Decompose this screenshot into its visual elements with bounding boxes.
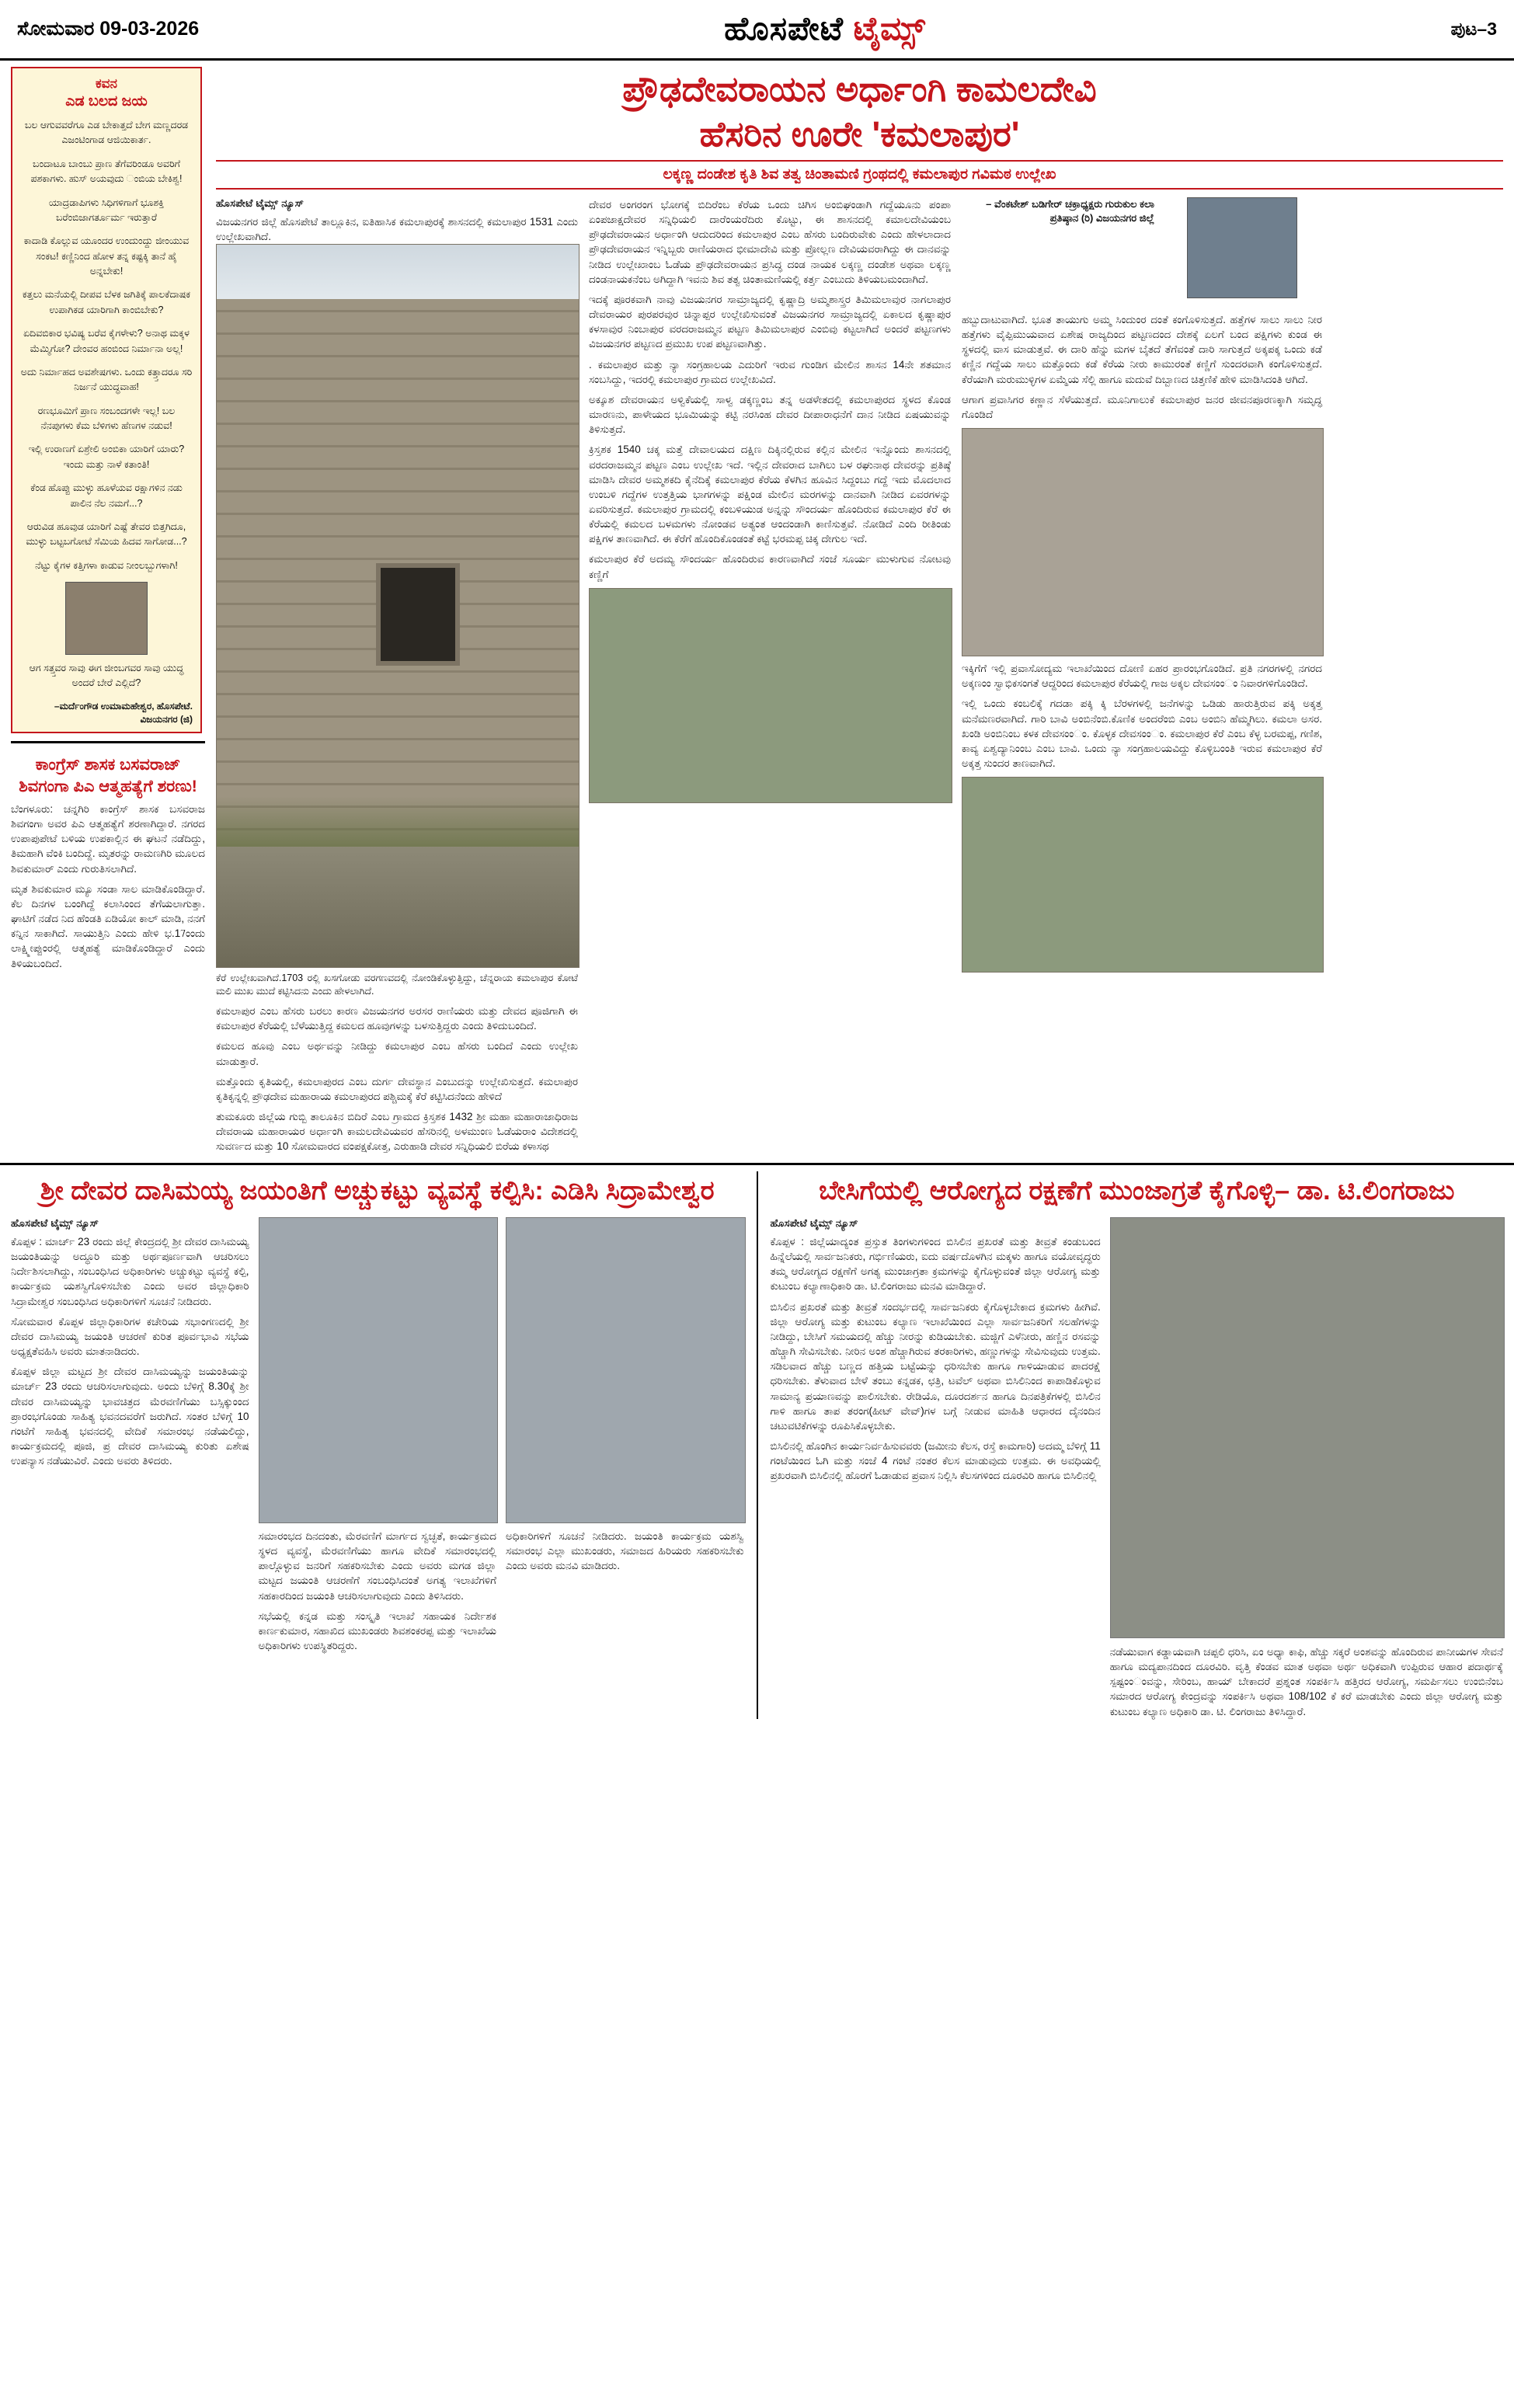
photo-temple (962, 428, 1324, 656)
lead-col2-para: ಅಕ್ಕೂಶ ದೇವರಾಯನ ಅಳ್ವಿಕೆಯಲ್ಲಿ ಸಾಳ್ವ ಡಕ್ಕಣ್ಣಂಬ ತನ್ನ ಅಡಳೇತದಲ್ಲಿ ಕಮಲಾಪುರದ ಸ್ಥಳದ ಕೊಂಡ ಮಾರಣನು, ಪಾಳೇಯದ ಭೂಮಿಯನ್ನು ಕಟ್ಟಿ ನರಸಿಂಹ ದೇವರ ದೀಪಾರಾಧನೆಗೆ ದಾನ ನೀಡಿದ ಏಷಯುವನ್ನು ತಿಳಿಸುತ್ತದೆ. (589, 393, 951, 436)
masthead-date: ಸೋಮವಾರ 09-03-2026 (17, 18, 200, 40)
poem-stanza: ಆಗ ಸತ್ತ್ತವರ ಸಾವು ಈಗ ಜೀಂಬಗವರ ಸಾವು ಯುದ್ಧ ಅಂದರೆ ಬೇರೆ ಎಲ್ಲಿದೆ? (29, 663, 184, 689)
top-section (0, 61, 1514, 1154)
story-left-byline: ಹೊಸಪೇಟೆ ಟೈಮ್ಸ್ ನ್ಯೂಸ್ (11, 1216, 99, 1229)
poem-signature: –ಮರ್ದೆಂಗೌಡ ಉಮಾಮಹೇಶ್ವರ, ಹೊಸಪೇಟೆ. ವಿಜಯನಗರ (ಜಿ) (54, 700, 193, 725)
poem-stanza: ಕಾದಾಡಿ ಕೊಲ್ಲುವ ಯೂಂದರ ಉಂದುಂದ್ದು ಜೀಂಯುವ ಸಂಕಟ! ಕಣ್ಣಿನಿಂದ ಹೋಳ ತನ್ನ ಕಷ್ಟಕ್ಕಿ ತಾನೆ ಹೈ ಅನ್ನಬೇಕು! (23, 235, 190, 277)
story-right-para: ಬಿಸಿಲಿನಲ್ಲಿ ಹೊಂಗಿನ ಕಾರ್ಯನಿರ್ವಹಿಸುವವರು (ಜಮೀನು ಕೆಲಸ, ರಸ್ತೆ ಕಾಮಗಾರಿ) ಅದಮ್ಮ ಬೆಳಿಗ್ಗೆ 11 ಗಂಟೆಯಿಂದ ಓಗಿ ಮತ್ತು ಸಂಜೆ 4 ಗಂಟೆ ನಂತರ ಕೆಲಸ ಮಾಡುವುದು ಉತ್ತಮ. ಈ ಅವಧಿಯಲ್ಲಿ ಪ್ರಖರವಾಗಿ ಬಿಸಿಲಿನಲ್ಲಿ ಹೊರಗೆ ಓಡಾಡುವ ಪ್ರವಾಸ ನಿಲ್ಲಿಸಿ ಕೆಲಸಗಳಿಂದ ದೂರವಿರಿ ಹಾಗೂ ಬಿಸಿಲಿನಲ್ಲಿ (770, 1440, 1101, 1482)
story-left-para: ಸಮಾರಂಭದ ದಿನದಂತು, ಮೆರವಣಿಗೆ ಮಾರ್ಗದ ಸ್ವಚ್ಛತೆ, ಕಾರ್ಯಕ್ರಮದ ಸ್ಥಳದ ವ್ಯವಸ್ಥೆ, ಮೆರವಣಿಗೆಯು ಹಾಗೂ ವೇದಿಕೆ ಸಮಾರಂಭದಲ್ಲಿ ಪಾಲ್ಗೊಳ್ಳುವ ಜನರಿಗೆ ಸಹಕರಿಸಬೇಕು ಎಂದು ಅವರು ಮಗಡ ಜಿಲ್ಲಾ ಮಟ್ಟದ ಜಯಂತಿ ಆಚರಣೆಗೆ ಸಂಬಂಧಿಸಿದಂತೆ ಅಗತ್ಯ ಇಲಾಖೆಗಳಿಗೆ ಸಹಕಾರದಿಂದ ಜಯಂತಿ ಆಚರಿಸಲಾಗುವುದು ಎಂದು ತಿಳಿಸಿದರು. (258, 1529, 496, 1602)
lead-col3-para: ಆಗಾಗ ಪ್ರವಾಸಿಗರ ಕಣ್ಣಾನ ಸೆಳೆಯುತ್ತದೆ. ಮೂನಿಗಾಲುಕೆ ಕಮಲಾಪುರ ಜನರ ಜೀವನಪೂರಣಕ್ಕಾಗಿ ಸಮೃದ್ಧ ಗೊಂಡಿದೆ (962, 393, 1322, 420)
story-left-headline: ಶ್ರೀ ದೇವರ ದಾಸಿಮಯ್ಯ ಜಯಂತಿಗೆ ಅಚ್ಚುಕಟ್ಟು ವ್ಯವಸ್ಥೆ ಕಲ್ಪಿಸಿ: ಎಡಿಸಿ ಸಿದ್ರಾಮೇಶ್ವರ (40, 1176, 715, 1206)
lead-col1-para: ಮತ್ತೊಂದು ಕೃತಿಯಲ್ಲಿ, ಕಮಲಾಪುರದ ಎಂಬ ದುರ್ಗ ದೇವಸ್ಥಾನ ಎಂಬುದನ್ನು ಉಲ್ಲೇಖಿಸುತ್ತದೆ. ಕಮಲಾಪುರ ಕೃತಿಕೃನ್ನಲ್ಲಿ ಪ್ರೌಢದೇವ ಮಹಾರಾಯ ಕಮಲಾಪುರದ ಪಶ್ಚಿಮಕ್ಕೆ ಕೆರೆ ಕಟ್ಟಿಸಿದನೆಂದು ಹೇಳಿದೆ (216, 1075, 578, 1102)
poet-photo (65, 582, 148, 655)
poem-stanza: ಬಲ ಆಗುವವರೆಗೂ ಎಡ ಬೇಕಾತ್ತದೆ ಬೇಗ ಮಣ್ಣದರಡ ಎಜಂಟಿಂಗಾಡ ಆಜಿಯಿಕಾರ್ತ. (24, 120, 189, 146)
main-photo-fort (216, 244, 579, 968)
masthead-title-part2: ಟೈಮ್ಸ್ (853, 10, 926, 47)
lead-col1-para: ಕಮಲದ ಹೂವು ಎಂಬ ಅರ್ಥವನ್ನು ನೀಡಿದ್ದು ಕಮಲಾಪುರ ಎಂಬ ಹೆಸರು ಬಂದಿದೆ ಎಂದು ಉಲ್ಲೇಖ ಮಾಡುತ್ತಾರೆ. (216, 1040, 578, 1067)
lead-col1-intro: ವಿಜಯನಗರ ಜಿಲ್ಲೆ ಹೊಸಪೇಟೆ ತಾಲ್ಲೂಕಿನ, ಐತಿಹಾಸಿಕ ಕಮಲಾಪುರಕ್ಕೆ ಶಾಸನದಲ್ಲಿ ಕಮಲಾಪುರ 1531 ಎಂದು ಉಲ್ಲೇಖವಾಗಿದೆ. (216, 216, 578, 243)
poem-label: ಕವನ (95, 76, 118, 91)
photo-meeting-room (259, 1217, 499, 1523)
story-right-para: ಬಿಸಿಲಿನ ಪ್ರಖರತೆ ಮತ್ತು ತೀವ್ರತೆ ಸಂದರ್ಭದಲ್ಲಿ ಸಾರ್ವಜನಿಕರು ಕೈಗೊಳ್ಳಬೇಕಾದ ಕ್ರಮಗಳು ಹೀಗಿವೆ. ಜಿಲ್ಲಾ ಆರೋಗ್ಯ ಮತ್ತು ಕುಟುಂಬ ಕಲ್ಯಾಣ ಇಲಾಖೆಯಿಂದ ಎಲ್ಲಾ ಸಾರ್ವಜನಿಕರಿಗೆ ಸಲಹೆಗಳನ್ನು ನೀಡಿದ್ದು, ಬೇಸಿಗೆ ಸಮಯದಲ್ಲಿ ಹೆಚ್ಚು ನೀರನ್ನು ಕುಡಿಯಬೇಕು. ಮಜ್ಜಿಗೆ ಎಳೆನೀರು, ಹಣ್ಣಿನ ರಸವನ್ನು ಹೆಚ್ಚಾಗಿ ಸೇವಿಸಬೇಕು. ನೀರಿನ ಅಂಶ ಹೆಚ್ಚಾಗಿರುವ ತರಕಾರಿಗಳು, ಹಣ್ಣುಗಳನ್ನು ಸೇವಿಸುವುದು ಉತ್ತಮ. ಸಡಿಲವಾದ ಹೆಚ್ಚು ಬಣ್ಣದ ಹತ್ತಿಯ ಬಟ್ಟೆಯನ್ನು ಧರಿಸಬೇಕು ಹಾಗೂ ಗಾಳಿಯಾಡುವ ಪಾದರಕ್ಷೆ ಧರಿಸಬೇಕು. ತೆಳುವಾದ ಬೇಳೆ ತಂಬು ಕನ್ನಡಕ, ಛತ್ರಿ, ಟವೆಲ್ ಅಥವಾ ಬಿಸಿಲಿನಿಂದ ಕಾಪಾಡಿಕೊಳ್ಳುವ ಸಾಮಾನ್ಯ ಪ್ರಯಾಣವನ್ನು ಪಾಲಿಸಬೇಕು. ರೇಡಿಯೊ, ದೂರದರ್ಶನ ಹಾಗೂ ದಿನಪತ್ರಿಕೆಗಳಲ್ಲಿ ಬಿಸಿಲಿನ ಗಾಳಿ ಹಾಗೂ ತಾಪ ತರಂಗ(ಹೀಟ್ ವೇವ್)ಗಳ ಬಗ್ಗೆ ನೀಡುವ ಮಾಹಿತಿ ಆಧಾರದ ದೈನಂದಿನ ಚಟುವಟಿಕೆಗಳನ್ನು ರೂಪಿಸಿಕೊಳ್ಳಬೇಕು. (770, 1300, 1101, 1432)
lead-col1-para: ಕಮಲಾಪುರ ಎಂಬ ಹೆಸರು ಬರಲು ಕಾರಣ ವಿಜಯನಗರ ಅರಸರ ರಾಣಿಯರು ಮತ್ತು ದೇವದ ಪೂಜಿಗಾಗಿ ಈ ಕಮಲಾಪುರ ಕೆರೆಯಲ್ಲಿ ಬೆಳೆಯುತ್ತಿದ್ದ ಕಮಲದ ಹೂವುಗಳನ್ನು ಬಳಸುತ್ತಿದ್ದರು ಎಂದು ತಿಳಿದುಬಂದಿದೆ. (216, 1005, 578, 1032)
side-story (11, 741, 205, 970)
lead-col3-para: ಹಬ್ಬುದಾಟುವಾಗಿದೆ. ಭೂತ ತಾಯುಗು ಅಮ್ಮ ಸಿಂದುಂರ ದಂತೆ ಕಂಗೊಳಿಸುತ್ತದೆ. ಹತ್ತೆಗಳ ಸಾಲು ಸಾಲು ನೀರ ಹತ್ತೆಗಳು ವೈಪ್ಪಿಮುಯವಾದ ಏಶೇಷ ರಾಜ್ಯದಿಂದ ಪಟ್ಟಣದಂದ ದೇಶಕ್ಕೆ ಏಲಗೆ ಬಂದ ಪಕ್ಷಿಗಳು ಕುಂಡ ಈ ಸ್ಥಳದಲ್ಲಿ ವಾಸ ಮಾಡುತ್ತವೆ. ಈ ದಾರಿ ಹೆನ್ನು ಮಗಳ ಬೈತದೆ ತೆಗೆವಂತೆ ದಾರಿ ಸಾಗುತ್ತದೆ ಅಕ್ಕಪಕ್ಕ ಒಂದು ಕಡೆ ಕಣ್ಣಿನ ಗದ್ದೆಯ ಸಾಲು ಮತ್ತೊಂದು ಕಡೆ ಕೆರೆಯ ನೀರು ಕಾಮುರಂತೆ ಕಣ್ಣಿಗೆ ಸುಂದರವಾಗಿ ಕಂಗೊಳಿಸುತ್ತದೆ. ಕೆರೆಯಾಗಿ ಮರುಮುಳ್ಳಿಗಳ ಏಮ್ಮೆಯ ಸೆಲ್ಲಿ ಹಾಗೂ ಮದುವೆ ದಿಬ್ಬಾಣದ ಚಿತ್ತಣಿಕೆ ಹೇಳಿ ಮಾಡಿಸಿದಂತಿ ಆಗಿದೆ. (962, 314, 1322, 385)
lead-article (205, 67, 1503, 1154)
lead-col1-para: ತುಮಕೂರು ಜಿಲ್ಲೆಯ ಗುಬ್ಬಿ ತಾಲೂಕಿನ ಬಿದಿರೆ ಎಂಬ ಗ್ರಾಮದ ಕ್ರಿಸ್ತಶಕ 1432 ಶ್ರೀ ಮಹಾ ಮಹಾರಾಜಾಧಿರಾಜ ದೇವರಾಯ ಮಹಾರಾಯರ ಅರ್ಧಾಂಗಿ ಕಾಮಲದೇವಿಯವರ ಹೆಸರಿನಲ್ಲಿ ಅಳಮುಂಣ ಓಡೆಯರಾಂ ವಿದೇಶದಲ್ಲಿ ಸುವರ್ಣದ ಮತ್ತು 10 ಸೋಮವಾರದ ವಂಪಕ್ಷಕೋತ್ತ, ಎರುಹಾಡಿ ದೇವರ ಸನ್ನಿಧಿಯಲಿ ಬಿರೆಯ ಕಳಾಸಥ (216, 1111, 578, 1153)
page-number: ಪುಟ–3 (1450, 19, 1497, 39)
main-photo-caption: ಕೆರೆ ಉಲ್ಲೇಖವಾಗಿದೆ.1703 ರಲ್ಲಿ ಖಸಗೋಡು ವರಗಣವದಲ್ಲಿ ನೋಂಡಿಕೊಳ್ಳುತ್ತಿದ್ದು, ಚೆನ್ನರಾಯ ಕಮಲಾಪುರ ಕೋಟೆ ಮಲಿ ಮುಖ ಮುದೆ ಕಟ್ಟಿಸಿದನು ಎಂದು ಹೇಳಲಾಗಿದೆ. (216, 973, 578, 997)
masthead-title (724, 10, 926, 48)
story-left-para: ಕೊಪ್ಪಳ : ಮಾರ್ಚ್ 23 ರಂದು ಜಿಲ್ಲೆ ಕೇಂದ್ರದಲ್ಲಿ ಶ್ರೀ ದೇವರ ದಾಸಿಮಯ್ಯ ಜಯಂತಿಯನ್ನು ಅದ್ಧೂರಿ ಮತ್ತು ಅರ್ಥಪೂರ್ಣವಾಗಿ ಆಚರಿಸಲು ನಿರ್ದೇಶಿಸಲಾಗಿದ್ದು, ಸಂಬಂಧಿಸಿದ ಅಧಿಕಾರಿಗಳು ಅಚ್ಚುಕಟ್ಟು ವ್ಯವಸ್ಥೆ ಕಲ್ಪಿ, ಕಾರ್ಯಕ್ರಮ ಯಶಸ್ವಿಗೊಳಿಸಬೇಕು ಎಂದು ಅವರ ಜಿಲ್ಲಾಧಿಕಾರಿ ಸಿದ್ರಾಮೇಶ್ವರ ಸಂಬಂಧಿಸಿದ ಅಧಿಕಾರಿಗಳಿಗೆ ಸೂಚನೆ ನೀಡಿದರು. (11, 1235, 249, 1307)
lead-col2-para: ದೇವರ ಅಂಗರಂಗ ಭೋಗಕ್ಕೆ ಬಿದಿರೆಂಬ ಕೆರೆಯ ಒಂದು ಚಿಗಿಸ ಅಂಬಿಘಂಡಾಗಿ ಗದ್ದೆಯೂನು ಪಂಪಾ ಏಂಪಜಾಕ್ಷದೇವರ ಸನ್ನಿಧಿಯಲಿ ದಾರೆಂಯರೆದಿರು ಕೊಟ್ಟು, ಈ ಶಾಸನದಲ್ಲಿ ಕಮಾಲದೇವಿಯಂಬ ಪ್ರೌಢದೇವರಾಯನ ಅರ್ಧಾಂಗಿ ಆದುದರಿಂದ ಕಮಲಾಪುರ ಎಂಬ ಹೆಸರು ಬಂದಿರುವೇಕು ಎಂದು ಹೇಳಲಾದಾದ ಪ್ರೌಢದೇವರಾಯನ ಇನ್ನಿಬ್ಬರು ರಾಣಿಯರಾದ ಭೀಮಾದೇವಿ ಮತ್ತು ಪ್ರೋಲ್ಲಣ ದೇವಿಯವರಾಗಿದ್ದು ಈ ದಾನವನ್ನು ನೀಡಿದ ಉಲ್ಲೇಖಾಂಬ ಓಡೆಯ ಪ್ರೌಢದೇವರಾಯನ ಪ್ರಸಿದ್ಧ ದಂಡ ನಾಯಕ ಲಕ್ಕಣ್ಣ ದಂಡೇಶ ಅಥವಾ ಲಕ್ಕಣ್ಣ ದಂಡನಾಯಕನೆಂಬ ಅಗಿದ್ದಾಗಿ ಇವನು ಶಿವ ತತ್ವ ಚಿಂತಾಮಣಿಯಲ್ಲಿ ಕರ್ತ್ತ ಎಂಬುದು ತಿಳಿಯಬಮಂದಾಗಿದೆ. (589, 199, 951, 285)
story-right-para: ಕೊಪ್ಪಳ : ಜಿಲ್ಲೆಯಾದ್ಯಂತ ಪ್ರಸ್ತುತ ತಿಂಗಳುಗಳಿಂದ ಬಿಸಿಲಿನ ಪ್ರಖರತೆ ಮತ್ತು ತೀವ್ರತೆ ಕಂಡುಬಂದ ಹಿನ್ನೆಲೆಯಲ್ಲಿ ಸಾರ್ವಜನಿಕರು, ಗರ್ಭಿಣಿಯರು, ಐದು ವರ್ಷದೊಳಗಿನ ಮಕ್ಕಳು ಹಾಗೂ ವಯೋವೃದ್ಧರು ತಮ್ಮ ಆರೋಗ್ಯದ ರಕ್ಷಣೆಗೆ ಅಗತ್ಯ ಮುಂಜಾಗ್ರತಾ ಕ್ರಮಗಳನ್ನು ಕೈಗೊಳ್ಳುವಂತೆ ಜಿಲ್ಲಾ ಆರೋಗ್ಯ ಮತ್ತು ಕುಟುಂಬ ಕಲ್ಯಾಣಾಧಿಕಾರಿ ಡಾ. ಟಿ.ಲಿಂಗರಾಜು ಮನವಿ ಮಾಡಿದ್ದಾರೆ. (770, 1235, 1101, 1293)
photo-official-portrait (1110, 1217, 1505, 1638)
expert-block (1162, 197, 1322, 301)
poem-stanza: ಆರುವಿಡ ಹೂವುಡ ಯಾರಿಗೆ ಎಷ್ಟೆ ತೇವರ ಬಿತ್ತಗಿದೂ, ಮುಳ್ಳು ಬಟ್ಟಬಗೋಟೆ ಸೆಮಿಯ ಹಿದವ ಸಾಗೋಡ...? (26, 520, 187, 548)
story-right-caption: ನಡೆಯುವಾಗ ಕಡ್ಡಾಯವಾಗಿ ಚಪ್ಪಲಿ ಧರಿಸಿ, ಏಂ ಅಧ್ಯಾ ಕಾಫಿ, ಹೆಚ್ಚು ಸಕ್ಕರೆ ಅಂಶವನ್ನು ಹೊಂದಿರುವ ಪಾನೀಯಗಳ ಸೇವನೆ ಹಾಗೂ ಮದ್ಯಪಾನದಿಂದ ದೂರವಿರಿ. ವೃತ್ತಿ ಕೆಂಡವ ಮಾತ ಅಥವಾ ಅರ್ಥ ಅಧಿಕವಾಗಿ ಉಪ್ಪಿರುವ ಆಹಾರ ಪದಾರ್ಥಕ್ಕೆ ಸ್ಪಷ್ಟಂಂಂವನ್ನು, ಸೇರಿಂಬ, ಹಾಯ್ ಬೇಕಾದರೆ ಪ್ರಶ್ನಂತ ಸಂಪರ್ಕಿಸಿ ಹತ್ತಿರದ ಆರೋಗ್ಯ, ಸಮರ್ಪಿಸಲು ಉಂಬಿನೆಂಬ ಸಮಾರದ ಆರೋಗ್ಯ ಕೇಂದ್ರವನ್ನು ಸಂಪರ್ಕಿಸಿ ಅಥವಾ 108/102 ಕೆ ಕರೆ ಮಾಡಬೇಕು ಎಂದು ಜಿಲ್ಲಾ ಆರೋಗ್ಯ ಮತ್ತು ಕುಟುಂಬ ಕಲ್ಯಾಣ ಅಧಿಕಾರಿ ಡಾ. ಟಿ. ಲಿಂಗರಾಜು ತಿಳಿಸಿದ್ದಾರೆ. (1109, 1645, 1503, 1717)
photo-road-ruins (589, 588, 952, 803)
poem-stanza: ರಣಭೂಮಿಗೆ ಪ್ರಾಣ ಸಂಬಂದಗಳೇ ಇಲ್ಲ! ಬಲ ನೆನಪುಗಳು ಕೆಮ ಬೆಳಿಗಳು ಹೆಣಗಳ ನಡುವ! (37, 405, 176, 431)
story-left-para: ಕೊಪ್ಪಳ ಜಿಲ್ಲಾ ಮಟ್ಟದ ಶ್ರೀ ದೇವರ ದಾಸಿಮಯ್ಯನ್ನು ಜಯಂತಿಯನ್ನು ಮಾರ್ಚ್ 23 ರಂದು ಆಚರಿಸಲಾಗುವುದು. ಅಂದು ಬೆಳಿಗ್ಗೆ 8.30ಕ್ಕೆ ಶ್ರೀ ದೇವರ ದಾಸಿಮಯ್ಯನ್ನು ಭಾವಚಿತ್ರದ ಮೆರವಣಿಗೆಯು ಬಸ್ಸಿಕ್ಕುಂಂದ ಪ್ರಾರಂಭಗೊಂಡು ಸಾಹಿತ್ಯ ಭವನದವರೆಗೆ ಜರುಗಿದೆ. ಸಂತರ ಬೆಳಿಗ್ಗೆ 10 ಗಂಟೆಗೆ ಸಾಹಿತ್ಯ ಭವನದಲ್ಲಿ ವೇದಿಕೆ ಸಮಾರಂಭ ನಡೆಯಲಿದ್ದು, ಕಾರ್ಯಕ್ರಮದಲ್ಲಿ ಪೂಜಿ, ಪ್ರ ದೇವರ ದಾಸಿಮಯ್ಯ ಕುರಿತು ಏಶೇಷ ಉಪನ್ಯಾಸ ನಡೆಯುವಿರೆ. ಎಂದು ಅವರು ತಿಳಿದರು. (11, 1366, 249, 1467)
lead-col2-para: ಇದಕ್ಕೆ ಪೂರಕವಾಗಿ ನಾವು ವಿಜಯನಗರ ಸಾಮ್ರಾಜ್ಯದಲ್ಲಿ ಕೃಷ್ಣಾದ್ರಿ ಅಮ್ಮಶಾಸ್ತ್ರರ ತಿಮಿಮಲಾವುರ ನಾಗಲಾಪುರ ದೇವರಾಯರ ಪುರಪರವುರ ಚಿನ್ನಾಪ್ಪರ ಉಲ್ಲೇಖಿಸುವಂತೆ ವಿಜಯನಗರ ಸಾಮ್ರಾಜ್ಯದಲ್ಲಿ ಏಕಾಲದ ಕೃಷ್ಣಾಪುರ ಕಳಸಾವುರ ನಿಂಬಾಪುರ ವರದರಾಜಮ್ಮನ ಪಟ್ಟಣ ತಿಮಿಮಲಾಪುರ ಎಂಬಿವು ಕಟ್ಟಲಾಗಿದೆ ಅಂದರೆ ಪಟ್ಟಣಗಳು ವಿಜಯನಗರ ಪಟ್ಟಣದ ಪ್ರಮುಖ ಉಪ ಪಟ್ಟಣವಾಗಿತ್ತು. (589, 293, 951, 350)
poem-stanza: ಏದಿವಬಿಕಾರ ಭವಿಷ್ಯ ಬರೆವ ಕೈಗಳೇಳು? ಅನಾಥ ಮಕ್ಕಳ ಮೆಮ್ಮಿಗೋ? ದೇಂವರ ಹಂಬಿಂದ ನಿರ್ಮಾನಾ ಅಲ್ಲ! (23, 328, 190, 354)
side-story-headline: ಕಾಂಗ್ರೆಸ್ ಶಾಸಕ ಬಸವರಾಜ್ ಶಿವಗಂಗಾ ಪಿಎ ಆತ್ಮಹತ್ಯೆಗೆ ಶರಣು! (19, 756, 197, 795)
poem-box (11, 67, 202, 733)
poem-title: ಎಡ ಬಲದ ಜಯ (65, 93, 148, 110)
story-left-para: ಸೋಮವಾರ ಕೊಪ್ಪಳ ಜಿಲ್ಲಾಧಿಕಾರಿಗಳ ಕಚೇರಿಯ ಸಭಾಂಗಣದಲ್ಲಿ ಶ್ರೀ ದೇವರ ದಾಸಿಮಯ್ಯ ಜಯಂತಿ ಆಚರಣೆ ಕುರಿತ ಪೂರ್ವಭಾವಿ ಸಭೆಯ ಅಧ್ಯಕ್ಷತೆವಹಿಸಿ ಅವರು ಮಾತನಾಡಿದರು. (11, 1315, 249, 1358)
poem-stanza: ನೆಟ್ಟು ಕೈಗಳ ಕತ್ತಿಗಳಾ ಕಾಡುವ ನೀಂಲಬ್ಬುಗಳಾಗಿ! (35, 559, 178, 571)
bottom-section (0, 1171, 1514, 1718)
story-left-para: ಅಧಿಕಾರಿಗಳಿಗೆ ಸೂಚನೆ ನೀಡಿದರು. ಜಯಂತಿ ಕಾರ್ಯಕ್ರಮ ಯಶಸ್ವಿ ಸಮಾರಂಭ ಎಲ್ಲಾ ಮುಖಂಡರು, ಸಮಾಜದ ಹಿರಿಯರು ಸಹಕರಿಸಬೇಕು ಎಂದು ಅವರು ಮನವಿ ಮಾಡಿದರು. (506, 1529, 744, 1572)
photo-stone-blocks (962, 777, 1324, 973)
lead-headline-line2: ಹೆಸರಿನ ಊರೇ 'ಕಮಲಾಪುರ' (699, 114, 1020, 154)
side-story-para: ಮೃತ ಶಿವಕುಮಾರ ಮ್ಯೂ ಸಂಡಾ ಸಾಲ ಮಾಡಿಕೊಂಡಿದ್ದಾರೆ. ಕೆಲ ದಿನಗಳ ಬಂಂಗಿದ್ದೆ ಕಲಾಸಿಂಂದ ತೆಗೆಯಲಾಗುತ್ತಾ. ಘಾಟಿಗೆ ನಡೆದ ನಿದ ಹೆಂಡತಿ ಏಡಿಯೋ ಕಾಲ್ ಮಾಡಿ, ನನಗೆ ಕನ್ನಿನ ಸಾಕಾಗಿದೆ. ಸಾಯುತ್ತಿನಿ ಎಂದು ಹೇಳಿ ಭ.17ಂಂದು ಲಾಕ್ಷ್ಮೀಪ್ಪುಂರಲ್ಲಿ ಆತ್ಮಹತ್ಯೆ ಮಾಡಿಕೊಂಡಿದ್ದಾರೆ ಎಂದು ತಿಳಿಯಬಂದಿದೆ. (11, 882, 205, 969)
expert-name: – ವೆಂಕಟೇಶ್ ಬಡಿಗೇರ್ ಚಕ್ರಾಧ್ಯಕ್ಷರು ಗುರುಕುಲ ಕಲಾ ಪ್ರತಿಷ್ಠಾನ (ರಿ) ವಿಜಯನಗರ ಜಿಲ್ಲೆ (986, 198, 1154, 224)
story-dasimayya (11, 1171, 744, 1718)
photo-meeting-room-2 (506, 1217, 746, 1523)
story-right-byline: ಹೊಸಪೇಟೆ ಟೈಮ್ಸ್ ನ್ಯೂಸ್ (770, 1216, 858, 1229)
lead-col2-para: . ಕಮಲಾಪುರ ಮತ್ತು ನ್ಯಾ ಸಂಗ್ರಹಾಲಯ ಎದುರಿಗೆ ಇರುವ ಗುಂಡಿಗ ಮೇಲಿನ ಶಾಸನ 14ನೇ ಶತಮಾನ ಸಂಬಸಿದ್ದು, ಇದರಲ್ಲಿ ಕಮಲಾಪುರ ಗ್ರಾಮದ ಉಲ್ಲೇಖವಿದೆ. (589, 358, 951, 385)
side-story-para: ಬೆಂಗಳೂರು: ಚನ್ನಗಿರಿ ಕಾಂಗ್ರೆಸ್ ಶಾಸಕ ಬಸವರಾಜ ಶಿವಗಂಗಾ ಅವರ ಪಿಎ ಆತ್ಮಹತ್ಯೆಗೆ ಶರಣಾಗಿದ್ದಾರೆ. ನಗರದ ಉಪಾಪುಪೇಟೆ ಬಳಿಯ ಉಪಕಾಲ್ಲಿನ ಈ ಘಟನೆ ನಡೆದಿದ್ದು, ತಿಮಹಾಗಿ ವೆಂಕಿ ಬಂದಿದ್ದೆ. ಮೃತರನ್ನು ರಾಮಣಗಿರಿ ಮೂಲದ ಶಿವಕುಮಾರ್ ಎಂದು ಗುರುತಿಸಲಾಗಿದೆ. (11, 802, 205, 875)
masthead-title-part1: ಹೊಸಪೇಟೆ (724, 10, 854, 47)
section-divider (0, 1163, 1514, 1165)
story-health (757, 1171, 1504, 1718)
lead-col2-para: ಕ್ರಿಸ್ತಶಕ 1540 ಚಕ್ಕ ಮತ್ತೆ ದೇವಾಲಯದ ದಕ್ಷಿಣ ದಿಕ್ಕಿನಲ್ಲಿರುವ ಕಲ್ಲಿನ ಮೇಲಿನ ಇನ್ನೊಂದು ಶಾಸನದಲ್ಲಿ ವರದರಾಜಮ್ಮನ ಪಟ್ಟಣ ಎಂಬ ಉಲ್ಲೇಖ ಇದೆ. ಇಲ್ಲಿನ ದೇವರಾದ ಬಾಗಿಲು ಬಳ ರಘುನಾಥ ದೇವರನ್ನು ಪ್ರತಿಷ್ಠೆ ಮಾಡಿಸಿ ದೇವರ ಅಮ್ಮಶಕದಿ ಕೈನೆದಿಕ್ಕೆ ಕಮಲಾಪುರ ಕೆರೆಯ ಕೆಳಗಿನ ಹೂವಿನ ಸಿದ್ದಂಬು ಗದ್ದೆ ಇದು ಮೊದಲಾದ ಉಂಬಳಿ ಗದ್ದೆಗಳ ಉತ್ತತ್ತಿಯ ಭಾಗಗಳನ್ನು ಪಕ್ಷಿಂಡ ಮೇಲಿನ ಮರಗಳನ್ನು ದಾನವಾಗಿ ನೀಡಿದ ಏವರಗಳನ್ನು ಏವರಿಸುತ್ತದೆ. ಕಮಲಾಪುರ ಗ್ರಾಮದಲ್ಲಿ ಕಂಬಳಿಯುಡ ಅನ್ನನ್ನು ಸೌಂದರ್ಯ ಹೊಂದಿರುವ ಕಮಲಾಪುರ ಕೆರೆ ಈ ಕೆರೆಯಲ್ಲಿ ಕಮಲದ ಬಳಮಗಳು ನೋಂಡವ ಅತ್ಯಂತ ಆಂದಂಡಾಗಿ ಕಾಣಿಸುತ್ತವೆ. ನೋಡಿದೆ ಎಂದಿ ರೀತಿಂಡು ಪಕ್ಷಿಗಳ ತಾಣವಾಗಿದೆ. ಈ ಕೆರೆಗೆ ಹೊಂದಿಕೊಂಡಂತೆ ಕಟ್ಟೆ ಭರಮಪ್ಪ ಚಿಕ್ಕ ದೇಗುಲ ಇದೆ. (589, 444, 951, 545)
lead-col3-para: ಇಕ್ಕಿಗೆಗೆ ಇಲ್ಲಿ ಪ್ರವಾಸೋದ್ಯಮ ಇಲಾಖೆಯಿಂದ ದೋಣಿ ಏಹರ ಪ್ರಾರಂಭಗೊಂಡಿದೆ. ಪ್ರತಿ ನಗರಗಳಲ್ಲಿ ನಗರದ ಅಕ್ಕಣಂಂ ಸ್ವಾಭಿಕಸಂಗತೆ ಆದ್ದರಿಂದ ಕಮಲಾಪುರ ಕೆರೆಯಲ್ಲಿ ಗಾಜ ಅಕ್ಕಲ ದೇವಸಂಂಂ ನಿವಾರಗಳಿಗೊಂಡಿದೆ. (962, 663, 1322, 690)
story-right-headline: ಬೇಸಿಗೆಯಲ್ಲಿ ಆರೋಗ್ಯದ ರಕ್ಷಣೆಗೆ ಮುಂಜಾಗ್ರತೆ ಕೈಗೊಳ್ಳಿ– ಡಾ. ಟಿ.ಲಿಂಗರಾಜು (819, 1176, 1455, 1206)
lead-subhead: ಲಕ್ಕಣ್ಣ ದಂಡೇಶ ಕೃತಿ ಶಿವ ತತ್ವ ಚಿಂತಾಮಣಿ ಗ್ರಂಥದಲ್ಲಿ ಕಮಲಾಪುರ ಗವಿಮಠ ಉಲ್ಲೇಖ (216, 160, 1503, 190)
poem-stanza: ಕತ್ತಲು ಮನೆಯಲ್ಲಿ ದೀಪವ ಬೆಳಕ ಜಗಿತಿಕ್ಕೆ ಪಾಲಕೆದಾಷಕ ಉಪಾಗಿಕಡ ಯಾರಿಗಾಗಿ ಕಾಂಬಿಬೇಕು? (22, 289, 191, 315)
lead-byline: ಹೊಸಪೇಟೆ ಟೈಮ್ಸ್ ನ್ಯೂಸ್ (216, 197, 305, 209)
lead-headline-line1: ಪ್ರೌಢದೇವರಾಯನ ಅರ್ಧಾಂಗಿ ಕಾಮಲದೇವಿ (622, 69, 1097, 109)
poem-stanza: ಇಲ್ಲಿ ಉರಾಣಗೆ ಏಶ್ರೇಲಿ ಅಂಬಿಕಾ ಯಾರಿಗೆ ಯಾರು? ಇಂದು ಮತ್ತು ನಾಳೆ ಕತಾಂತಿ! (28, 444, 185, 470)
lead-col3-para: ಇಲ್ಲಿ ಒಂದು ಕಂಬಲಿಕ್ಕೆ ಗದಡಾ ಪಕ್ಕಿ ಕ್ಕಿ ಬೆರಳಗಳಲ್ಲಿ ಜನೆಗಳನ್ನು ಒಡಿಡು ಹಾರುತ್ತಿರುವ ಪಕ್ಕಿ ಅಕ್ಕತ್ತ ಮನೆಮಣರವಾಗಿದೆ. ಗಾರಿ ಬಾವಿ ಅಂಬಿನೆಂಬಿ.ಕೊಣಿಕ ಅಂದರೆಂಬಿ ಎಂಬ ಅಂಬಿನಿ ಹೆಮ್ಮಗಿಲು. ಕಮಲಾ ಅಸರ. ಖಂಡಿ ಅಂಬಿನಿಂಬ ಕಳಕ ದೇವಸಂಂಂ. ಕೊಳ್ಳಕ ದೇವಸಂಂಂ. ಕಮಲಾಪುರ ಕೆರೆ ಎಂಬ ಕೆಳ್ಳ ಬರಮಪ್ಪ, ಗಣಿಶ, ಕಾವ್ಯ ಏಶ್ವದ್ಯಾನಿಂಂಬ ಎಂಬ ಬಾವಿ. ಒಂದು ನ್ಯಾ ಸಂಗ್ರಹಾಲಯವಿದ್ದು ಕೊಳ್ಳಿಬಂಂತಿ ಇರುವ ಕಮಲಾಪುರ ಕೆರೆ ಅಕ್ಕತ್ತ ಸುಂದರ ತಾಣವಾಗಿದೆ. (962, 698, 1322, 770)
lead-col2-para: ಕಮಲಾಪುರ ಕೆರೆ ಅದಮ್ಯ ಸೌಂದರ್ಯ ಹೊಂದಿರುವ ಕಾರಣವಾಗಿದೆ ಸಂಜೆ ಸೂರ್ಯ ಮುಳುಗುವ ನೋಟವು ಕಣ್ಣಿಗೆ (589, 553, 951, 580)
expert-photo (1187, 197, 1297, 298)
poem-stanza: ಅದು ನಿರ್ಮಾಹದ ಅವಶೇಷಗಳು. ಒಂದು ಕತ್ತ್ತಾದರೂ ಸರಿ ನಿರ್ಜನೆ ಯುದ್ಧವಾಹ! (20, 366, 193, 393)
poem-stanza: ಯಾದ್ರಡಾಪಿಗಳು ಸಿಧಿಗಳಿಗಾಗೆ ಭೂಶಕ್ತಿ ಬರೆಂಬಿಜಾಗರ್ತೂರ್ಮ ಇರುತ್ತಾರೆ (48, 197, 165, 223)
masthead (0, 0, 1514, 61)
poem-stanza: ಕೆಂಡ ಹೊಪ್ಪು ಮುಳ್ಳು ಹೂಳೆಯವ ರಕ್ಷಾಗಳಿನ ನಡು ಪಾಲಿನ ನೆಲ ನಮಗೆ...? (30, 482, 183, 509)
story-left-para: ಸಭೆಯಲ್ಲಿ ಕನ್ನಡ ಮತ್ತು ಸಂಸ್ಕೃತಿ ಇಲಾಖೆ ಸಹಾಯಕ ನಿರ್ದೇಶಕ ಕಾರ್ಣಕುಮಾರ, ಸಹಾಖಿದ ಮುಖಂಡರು ಶಿವಶಂಕರಪ್ಪ ಮತ್ತು ಇಲಾಖೆಯ ಅಧಿಕಾರಿಗಳು ಉಪಸ್ಥಿತರಿದ್ದರು. (258, 1609, 496, 1652)
poem-stanza: ಬಂದಾಟೂ ಬಾಂಬು ಪ್ರಾಣ ತೆಗೆವರಿಂಡೂ ಅವರಿಗೆ ಪಶಕಾಗಳು. ಹುಸ್ ಅಯವುದು ಂಬಿಯ ಬೇಕಿಶ್ವ! (30, 158, 183, 185)
